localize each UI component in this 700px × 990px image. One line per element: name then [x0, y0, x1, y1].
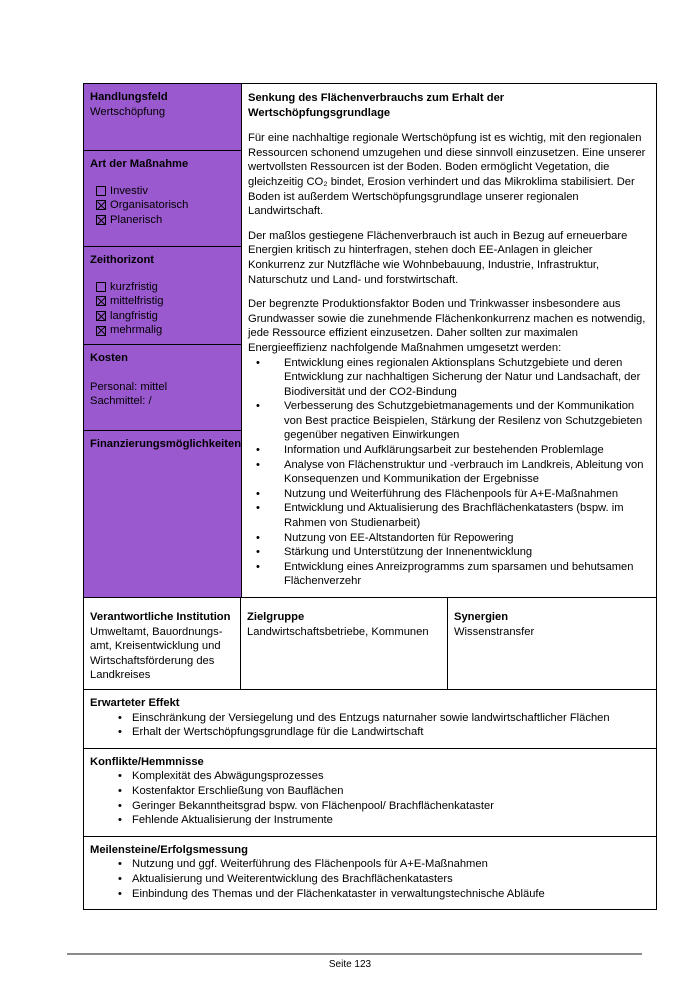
- list-item: • Einbindung des Themas und der Flächenkataster in verwaltungstechnische Abläufe: [132, 887, 650, 902]
- art-section: [84, 151, 241, 247]
- list-item: • Einschränkung der Versiegelung und des Entzugs naturnaher sowie landwirtschaftlicher Flächen: [132, 711, 650, 726]
- main-row: [84, 84, 656, 598]
- institution-value: Umweltamt, Bauordnungs-amt, Kreisentwicklung und Wirtschaftsförderung des Landkreises: [90, 625, 223, 682]
- paragraph-2: Der maßlos gestiegene Flächenverbrauch ist auch in Bezug auf erneuerbare Energien kritisch zu hinterfragen, stehen doch EE-Anlagen in gleicher Konkurrenz zur Nutzfläche wie Wohnbebauung, Industrie, Infrastruktur, Naturschutz und Land- und forstwirtschaft.: [248, 229, 628, 286]
- checkbox-checked-icon[interactable]: [96, 311, 106, 321]
- konflikte-section: [84, 749, 656, 837]
- zielgruppe-value: Landwirtschaftsbetriebe, Kommunen: [247, 625, 429, 638]
- zeithorizont-heading: Zeithorizont: [90, 254, 155, 266]
- option-label: Planerisch: [110, 213, 163, 226]
- handlungsfeld-section: [84, 84, 241, 151]
- effekt-section: [84, 690, 656, 749]
- list-item: • Stärkung und Unterstützung der Innenentwicklung: [276, 545, 648, 560]
- footer-divider: [67, 953, 642, 955]
- checkbox-icon[interactable]: [96, 186, 106, 196]
- option-mittelfristig[interactable]: [96, 294, 235, 309]
- zeithorizont-section: [84, 247, 241, 345]
- list-item: • Entwicklung eines Anreizprogramms zum sparsamen und behutsamen Flächenverzehr: [276, 560, 648, 589]
- option-langfristig[interactable]: [96, 309, 235, 324]
- list-item: • Verbesserung des Schutzgebietmanagements und der Kommunikation von Best practice Beispielen, Stärkung der Resilenz von Schutzgebieten gegenüber negativen Einwirkungen: [276, 399, 648, 443]
- list-item: • Nutzung und Weiterführung des Flächenpools für A+E-Maßnahmen: [276, 487, 648, 502]
- list-item: • Entwicklung eines regionalen Aktionsplans Schutzgebiete und deren Entwicklung zur nachhaltigen Sicherung der Natur und Landsachaft, der Biodiversität und der CO2-Bindung: [276, 356, 648, 400]
- checkbox-checked-icon[interactable]: [96, 326, 106, 336]
- page-number: Seite 123: [328, 959, 372, 970]
- list-item: • Komplexität des Abwägungsprozesses: [132, 769, 650, 784]
- effekt-list: [90, 711, 650, 740]
- zielgruppe-heading: Zielgruppe: [247, 611, 305, 623]
- effekt-heading: Erwarteter Effekt: [90, 697, 180, 709]
- art-options: [90, 184, 235, 228]
- option-kurzfristig[interactable]: [96, 280, 235, 295]
- zielgruppe-cell: [241, 598, 448, 689]
- art-heading: Art der Maßnahme: [90, 158, 189, 170]
- finanzierung-section: [84, 431, 241, 460]
- kosten-section: [84, 345, 241, 431]
- handlungsfeld-value: Wertschöpfung: [90, 105, 166, 118]
- measure-sheet: [83, 83, 657, 910]
- list-item: • Analyse von Flächenstruktur und -verbrauch im Landkreis, Ableitung von Konsequenzen und Kommunikation der Ergebnisse: [276, 458, 648, 487]
- synergien-cell: [448, 598, 656, 689]
- list-item: • Fehlende Aktualisierung der Instrumente: [132, 813, 650, 828]
- option-label: Investiv: [110, 184, 148, 197]
- kosten-heading: Kosten: [90, 352, 128, 364]
- option-label: mehrmalig: [110, 324, 163, 337]
- paragraph-3: Der begrenzte Produktionsfaktor Boden und Trinkwasser insbesondere aus Grundwasser sowie die zunehmende Flächenkonkurrenz machen es notwendig, jede Ressource effizient einzusetzen. Daher sollten zur maximalen Energieeffizienz nachfolgende Maßnahmen umgesetzt werden:: [248, 298, 646, 354]
- handlungsfeld-heading: Handlungsfeld: [90, 91, 168, 103]
- kosten-personal: Personal: mittel: [90, 380, 168, 393]
- synergien-heading: Synergien: [454, 611, 509, 623]
- option-organisatorisch[interactable]: [96, 198, 235, 213]
- list-item: • Kostenfaktor Erschließung von Bauflächen: [132, 784, 650, 799]
- option-label: Organisatorisch: [110, 199, 189, 212]
- option-label: mittelfristig: [110, 295, 164, 308]
- konflikte-list: [90, 769, 650, 827]
- list-item: • Nutzung von EE-Altstandorten für Repowering: [276, 531, 648, 546]
- measures-list: [248, 356, 648, 590]
- option-mehrmalig[interactable]: [96, 323, 235, 338]
- option-label: kurzfristig: [110, 280, 158, 293]
- sidebar: [84, 84, 242, 597]
- measure-title: Senkung des Flächenverbrauchs zum Erhalt der Wertschöpfungsgrundlage: [248, 92, 505, 119]
- kosten-sachmittel: Sachmittel: /: [90, 395, 152, 408]
- option-planerisch[interactable]: [96, 213, 235, 228]
- checkbox-checked-icon[interactable]: [96, 296, 106, 306]
- list-item: • Nutzung und ggf. Weiterführung des Flächenpools für A+E-Maßnahmen: [132, 857, 650, 872]
- checkbox-checked-icon[interactable]: [96, 215, 106, 225]
- list-item: • Aktualisierung und Weiterentwicklung des Brachflächenkatasters: [132, 872, 650, 887]
- info-row: [84, 598, 656, 690]
- main-content: [242, 84, 656, 597]
- list-item: • Entwicklung und Aktualisierung des Brachflächenkatasters (bspw. im Rahmen von Studienarbeit): [276, 501, 648, 530]
- paragraph-1: Für eine nachhaltige regionale Wertschöpfung ist es wichtig, mit den regionalen Ressourcen schonend umzugehen und diese sinnvoll einzusetzen. Eine unserer wertvollsten Ressourcen ist der Boden. Boden ermöglicht Vegetation, die gleichzeitig CO₂ bindet, Erosion verhindert und das Mikroklima stabilisiert. Der Boden ist außerdem Wertschöpfungsgrundlage unserer regionalen Landwirtschaft.: [248, 132, 646, 218]
- option-investiv[interactable]: [96, 184, 235, 199]
- institution-heading: Verantwortliche Institution: [90, 611, 231, 623]
- list-item: • Information und Aufklärungsarbeit zur bestehenden Problemlage: [276, 443, 648, 458]
- zeithorizont-options: [90, 280, 235, 338]
- synergien-value: Wissenstransfer: [454, 625, 535, 638]
- checkbox-checked-icon[interactable]: [96, 200, 106, 210]
- meilensteine-heading: Meilensteine/Erfolgsmessung: [90, 843, 248, 856]
- institution-cell: [84, 598, 241, 689]
- finanzierung-heading: Finanzierungsmöglichkeiten: [90, 438, 242, 450]
- konflikte-heading: Konflikte/Hemmnisse: [90, 755, 204, 768]
- list-item: • Erhalt der Wertschöpfungsgrundlage für die Landwirtschaft: [132, 725, 650, 740]
- meilensteine-section: [84, 837, 656, 909]
- checkbox-icon[interactable]: [96, 282, 106, 292]
- list-item: • Geringer Bekanntheitsgrad bspw. von Flächenpool/ Brachflächenkataster: [132, 799, 650, 814]
- meilensteine-list: [90, 857, 650, 901]
- option-label: langfristig: [110, 309, 158, 322]
